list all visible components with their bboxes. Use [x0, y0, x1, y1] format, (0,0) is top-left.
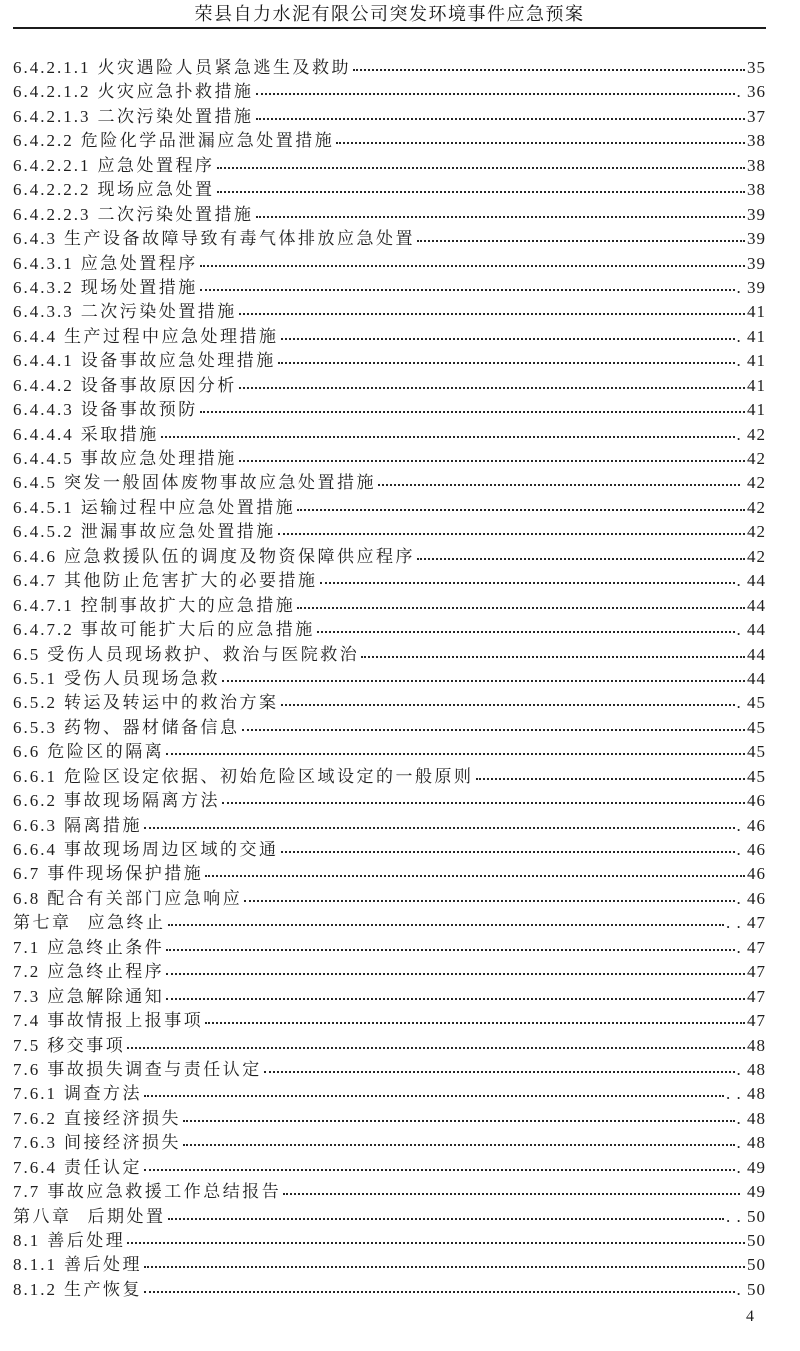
toc-entry [13, 1229, 766, 1253]
toc-entry-page: . 41 [736, 326, 766, 346]
toc-entry-page: . 45 [736, 693, 766, 713]
toc-entry [13, 1180, 766, 1204]
toc-entry-title: 应急终止 [87, 913, 166, 933]
dot-leader [361, 643, 745, 658]
toc-entry-number: 6.4.4.4 [13, 424, 74, 444]
toc-entry-number: 6.4.3.1 [13, 253, 74, 273]
toc-entry-number: 7.2 [13, 962, 41, 982]
toc-entry-title: 生产恢复 [64, 1279, 142, 1299]
toc-entry-number: 7.1 [13, 937, 41, 957]
toc-entry-page: 46 [747, 864, 766, 884]
toc-entry-page: 45 [747, 766, 766, 786]
header-rule [13, 27, 766, 29]
toc-entry-number: 6.4.6 [13, 546, 57, 566]
toc-entry-title: 二次污染处置措施 [97, 106, 254, 126]
toc-entry-page: 47 [747, 1011, 766, 1031]
toc-entry-page: 45 [747, 742, 766, 762]
dot-leader [476, 765, 746, 780]
dot-leader [166, 985, 745, 1000]
toc-entry-page: 39 [747, 229, 766, 249]
toc-list [13, 56, 766, 1302]
toc-entry-title: 事故现场隔离方法 [64, 791, 220, 811]
toc-entry-title: 善后处理 [47, 1231, 126, 1250]
dot-leader [205, 862, 745, 877]
toc-entry-number: 第八章 [13, 1206, 72, 1226]
toc-entry [13, 667, 766, 691]
toc-entry-title: 责任认定 [64, 1157, 142, 1177]
dot-leader [417, 227, 745, 242]
toc-entry-page: . 46 [736, 888, 766, 908]
dot-leader [297, 496, 745, 511]
toc-entry [13, 618, 766, 642]
dot-leader [283, 1180, 740, 1195]
toc-entry-page: 47 [747, 986, 766, 1006]
toc-entry-title: 事故应急处理措施 [80, 449, 237, 468]
toc-entry-page: . 36 [736, 82, 766, 102]
toc-entry-title: 事故可能扩大后的应急措施 [80, 620, 315, 640]
toc-entry-page: . 44 [736, 620, 766, 640]
dot-leader [336, 129, 745, 144]
toc-entry-number: 7.5 [13, 1035, 41, 1055]
dot-leader [281, 325, 735, 340]
dot-leader [183, 1107, 735, 1122]
toc-entry-number: 6.6.1 [13, 766, 57, 786]
toc-entry-page: 48 [747, 1035, 766, 1055]
toc-entry [13, 325, 766, 349]
toc-entry [13, 496, 766, 520]
toc-entry-number: 6.5.1 [13, 668, 57, 688]
dot-leader [242, 716, 746, 731]
toc-entry-page: . 48 [736, 1133, 766, 1153]
toc-entry-number: 7.4 [13, 1011, 41, 1031]
toc-entry-number: 6.4.5 [13, 473, 57, 493]
dot-leader [166, 960, 745, 975]
toc-entry-page: 50 [747, 1231, 766, 1250]
toc-entry-title: 后期处置 [87, 1206, 166, 1226]
dot-leader [168, 911, 725, 926]
toc-entry-title: 生产设备故障导致有毒气体排放应急处置 [64, 229, 415, 249]
dot-leader [278, 349, 735, 364]
toc-entry-page: 38 [747, 131, 766, 151]
toc-entry-page: 49 [741, 1182, 766, 1202]
toc-entry-page: . 46 [736, 815, 766, 835]
dot-leader [127, 1229, 745, 1244]
toc-entry [13, 862, 766, 886]
toc-entry-number: 6.6.3 [13, 815, 57, 835]
toc-entry-page: 35 [747, 58, 766, 77]
toc-entry-page: 44 [747, 595, 766, 615]
toc-entry-number: 6.4.3.2 [13, 277, 74, 297]
toc-entry-title: 危险化学品泄漏应急处置措施 [80, 131, 335, 151]
toc-entry-number: 6.5 [13, 644, 41, 664]
toc-entry-number: 6.5.3 [13, 717, 57, 737]
toc-entry [13, 154, 766, 178]
toc-entry-page: . 44 [736, 571, 766, 591]
toc-entry-page: 37 [747, 106, 766, 126]
toc-entry [13, 765, 766, 789]
toc-entry [13, 1156, 766, 1180]
toc-entry-number: 6.4.3 [13, 229, 57, 249]
toc-entry [13, 300, 766, 324]
toc-entry-number: 6.4.7.2 [13, 620, 74, 640]
toc-entry-number: 6.4.2.1.1 [13, 58, 91, 77]
toc-entry-number: 6.4.2.2.2 [13, 180, 91, 200]
dot-leader [281, 691, 735, 706]
toc-entry-page: . 48 [736, 1059, 766, 1079]
toc-entry-number: 6.4.4.2 [13, 375, 74, 395]
toc-entry-page: . 50 [736, 1279, 766, 1299]
toc-entry-number: 6.4.2.2.1 [13, 155, 91, 175]
toc-entry-page: 50 [747, 1255, 766, 1275]
toc-entry [13, 716, 766, 740]
toc-entry-title: 应急终止程序 [47, 962, 165, 982]
toc-entry-title: 事故应急救援工作总结报告 [47, 1182, 282, 1202]
dot-leader [144, 814, 735, 829]
toc-entry [13, 1034, 766, 1058]
toc-entry-title: 隔离措施 [64, 815, 142, 835]
toc-entry-page: . 41 [736, 351, 766, 371]
dot-leader [417, 545, 745, 560]
toc-entry-number: 6.4.2.2.3 [13, 204, 91, 224]
toc-entry [13, 1253, 766, 1277]
dot-leader [200, 276, 735, 291]
toc-entry [13, 471, 766, 495]
toc-entry-title: 事故情报上报事项 [47, 1011, 204, 1031]
toc-entry [13, 80, 766, 104]
toc-entry-number: 6.4.2.2 [13, 131, 74, 151]
dot-leader [320, 569, 735, 584]
toc-entry-page: 41 [747, 400, 766, 420]
dot-leader [222, 667, 745, 682]
toc-entry-title: 应急处置程序 [80, 253, 198, 273]
toc-entry-title: 应急处置程序 [97, 155, 215, 175]
header-title: 荣县自力水泥有限公司突发环境事件应急预案 [194, 4, 585, 24]
dot-leader [281, 838, 735, 853]
toc-entry [13, 814, 766, 838]
dot-leader [239, 300, 745, 315]
toc-entry-title: 采取措施 [80, 424, 159, 444]
toc-entry-page: 39 [747, 204, 766, 224]
toc-entry-title: 转运及转运中的救治方案 [64, 693, 279, 713]
toc-entry-title: 配合有关部门应急响应 [47, 888, 243, 908]
toc-entry [13, 691, 766, 715]
toc-entry [13, 178, 766, 202]
toc-entry-title: 火灾遇险人员紧急逃生及救助 [97, 58, 351, 77]
toc-entry-number: 6.4.3.3 [13, 302, 74, 322]
toc-entry-title: 设备事故应急处理措施 [80, 351, 276, 371]
dot-leader [278, 520, 745, 535]
toc-entry-number: 6.4.7.1 [13, 595, 74, 615]
page-footer [13, 1308, 766, 1326]
dot-leader [217, 154, 746, 169]
dot-leader [256, 105, 746, 120]
toc-entry-number: 7.6 [13, 1059, 41, 1079]
toc-entry [13, 203, 766, 227]
toc-entry [13, 374, 766, 398]
toc-entry-number: 6.4.5.1 [13, 497, 74, 517]
toc-entry-title: 运输过程中应急处置措施 [80, 497, 296, 517]
toc-entry [13, 398, 766, 422]
toc-entry [13, 838, 766, 862]
toc-entry-title: 应急救援队伍的调度及物资保障供应程序 [64, 546, 415, 566]
toc-entry-page: . . 50 [726, 1206, 766, 1226]
toc-entry [13, 594, 766, 618]
dot-leader [205, 1009, 745, 1024]
dot-leader [168, 1205, 725, 1220]
toc-entry [13, 985, 766, 1009]
toc-entry-page: 42 [747, 449, 766, 468]
toc-entry-title: 直接经济损失 [64, 1108, 181, 1128]
toc-entry [13, 936, 766, 960]
toc-entry-title: 间接经济损失 [64, 1133, 181, 1153]
toc-entry [13, 447, 766, 471]
dot-leader [144, 1278, 735, 1293]
toc-entry-page: 44 [747, 644, 766, 664]
toc-entry-title: 危险区的隔离 [47, 742, 165, 762]
toc-entry-page: . 49 [736, 1157, 766, 1177]
toc-entry-number: 6.6.4 [13, 840, 57, 859]
toc-entry-number: 6.4.4.5 [13, 449, 74, 468]
toc-entry-number: 6.4.4 [13, 326, 57, 346]
dot-leader [127, 1034, 745, 1049]
toc-entry-number: 7.6.1 [13, 1084, 57, 1104]
dot-leader [161, 423, 735, 438]
dot-leader [144, 1253, 745, 1268]
toc-entry-number: 6.4.2.1.3 [13, 106, 91, 126]
dot-leader [239, 374, 745, 389]
toc-entry-title: 二次污染处置措施 [97, 204, 254, 224]
toc-entry-number: 7.3 [13, 986, 41, 1006]
toc-entry-page: . . 48 [726, 1084, 766, 1104]
dot-leader [144, 1082, 724, 1097]
toc-entry-number: 7.6.3 [13, 1133, 57, 1153]
dot-leader [183, 1131, 735, 1146]
toc-entry-number: 6.7 [13, 864, 41, 884]
toc-entry [13, 1205, 766, 1229]
dot-leader [200, 398, 745, 413]
dot-leader [256, 203, 746, 218]
toc-entry-page: 46 [747, 791, 766, 811]
toc-entry-page: 45 [747, 717, 766, 737]
toc-entry-title: 设备事故预防 [80, 400, 198, 420]
toc-entry [13, 276, 766, 300]
toc-entry [13, 887, 766, 911]
dot-leader [244, 887, 734, 902]
toc-entry [13, 252, 766, 276]
toc-entry-title: 事故损失调查与责任认定 [47, 1059, 262, 1079]
toc-entry [13, 960, 766, 984]
toc-entry-title: 控制事故扩大的应急措施 [80, 595, 296, 615]
toc-entry-title: 事件现场保护措施 [47, 864, 204, 884]
dot-leader [297, 594, 745, 609]
toc-entry-page: 38 [747, 180, 766, 200]
toc-entry-page: 42 [747, 546, 766, 566]
toc-entry [13, 1058, 766, 1082]
dot-leader [353, 56, 745, 71]
toc-entry-number: 8.1.1 [13, 1255, 57, 1275]
toc-entry-number: 6.4.4.1 [13, 351, 74, 371]
toc-entry-page: 42 [747, 522, 766, 542]
toc-entry [13, 1131, 766, 1155]
toc-entry-page: 47 [747, 962, 766, 982]
toc-entry [13, 569, 766, 593]
dot-leader [217, 178, 746, 193]
toc-entry [13, 643, 766, 667]
toc-entry-title: 事故现场周边区域的交通 [64, 840, 279, 859]
toc-entry-title: 突发一般固体废物事故应急处置措施 [64, 473, 376, 493]
toc-entry-title: 应急终止条件 [47, 937, 165, 957]
toc-entry-title: 现场应急处置 [97, 180, 215, 200]
toc-entry-title: 泄漏事故应急处置措施 [80, 522, 276, 542]
toc-entry-title: 善后处理 [64, 1255, 142, 1275]
toc-entry-number: 7.6.4 [13, 1157, 57, 1177]
toc-entry-title: 药物、器材储备信息 [64, 717, 240, 737]
page-header [13, 3, 766, 29]
toc-entry [13, 56, 766, 80]
toc-entry-title: 受伤人员现场急救 [64, 668, 220, 688]
toc-entry-title: 调查方法 [64, 1084, 142, 1104]
dot-leader [317, 618, 735, 633]
page-number: 4 [746, 1308, 754, 1326]
toc-entry [13, 105, 766, 129]
toc-entry [13, 1278, 766, 1302]
dot-leader [256, 80, 735, 95]
toc-entry-title: 二次污染处置措施 [80, 302, 237, 322]
dot-leader [166, 740, 745, 755]
toc-entry-number: 6.4.2.1.2 [13, 82, 91, 102]
toc-entry [13, 129, 766, 153]
toc-entry-page: . 39 [736, 277, 766, 297]
toc-entry-page: . 46 [736, 840, 766, 859]
toc-entry-title: 移交事项 [47, 1035, 126, 1055]
toc-entry-number: 6.5.2 [13, 693, 57, 713]
toc-entry-page: 41 [747, 375, 766, 395]
toc-entry [13, 1082, 766, 1106]
toc-entry-title: 设备事故原因分析 [80, 375, 237, 395]
toc-entry [13, 740, 766, 764]
toc-entry-title: 现场处置措施 [80, 277, 198, 297]
toc-entry [13, 227, 766, 251]
toc-entry-page: 38 [747, 155, 766, 175]
toc-entry-page: 39 [747, 253, 766, 273]
toc-entry-number: 8.1.2 [13, 1279, 57, 1299]
toc-entry-number: 7.6.2 [13, 1108, 57, 1128]
toc-entry-number: 8.1 [13, 1231, 41, 1250]
toc-entry [13, 349, 766, 373]
toc-entry [13, 423, 766, 447]
toc-entry-title: 其他防止危害扩大的必要措施 [64, 571, 318, 591]
toc-entry-title: 危险区设定依据、初始危险区域设定的一般原则 [64, 766, 474, 786]
toc-entry-number: 7.7 [13, 1182, 41, 1202]
dot-leader [264, 1058, 735, 1073]
toc-entry-title: 受伤人员现场救护、救治与医院救治 [47, 644, 360, 664]
toc-entry-page: . 42 [736, 424, 766, 444]
dot-leader [144, 1156, 735, 1171]
toc-entry [13, 789, 766, 813]
toc-entry-title: 火灾应急扑救措施 [97, 82, 254, 102]
toc-entry-page: 42 [741, 473, 766, 493]
toc-entry-page: 41 [747, 302, 766, 322]
toc-entry-number: 6.6.2 [13, 791, 57, 811]
toc-entry [13, 545, 766, 569]
toc-entry-page: 42 [747, 497, 766, 517]
dot-leader [378, 471, 740, 486]
toc-entry-page: 44 [747, 668, 766, 688]
toc-entry-number: 6.8 [13, 888, 41, 908]
dot-leader [239, 447, 745, 462]
dot-leader [166, 936, 734, 951]
dot-leader [200, 252, 745, 267]
toc-entry-number: 6.6 [13, 742, 41, 762]
toc-entry-number: 6.4.4.3 [13, 400, 74, 420]
toc-entry-page: . 47 [736, 937, 766, 957]
toc-entry [13, 1107, 766, 1131]
toc-entry-page: . . 47 [726, 913, 766, 933]
toc-entry-title: 生产过程中应急处理措施 [64, 326, 279, 346]
toc-entry-number: 第七章 [13, 913, 72, 933]
dot-leader [222, 789, 745, 804]
toc-entry [13, 1009, 766, 1033]
toc-entry-number: 6.4.5.2 [13, 522, 74, 542]
toc-entry-number: 6.4.7 [13, 571, 57, 591]
toc-entry-title: 应急解除通知 [47, 986, 165, 1006]
toc-entry-page: . 48 [736, 1108, 766, 1128]
toc-entry [13, 520, 766, 544]
toc-entry [13, 911, 766, 935]
